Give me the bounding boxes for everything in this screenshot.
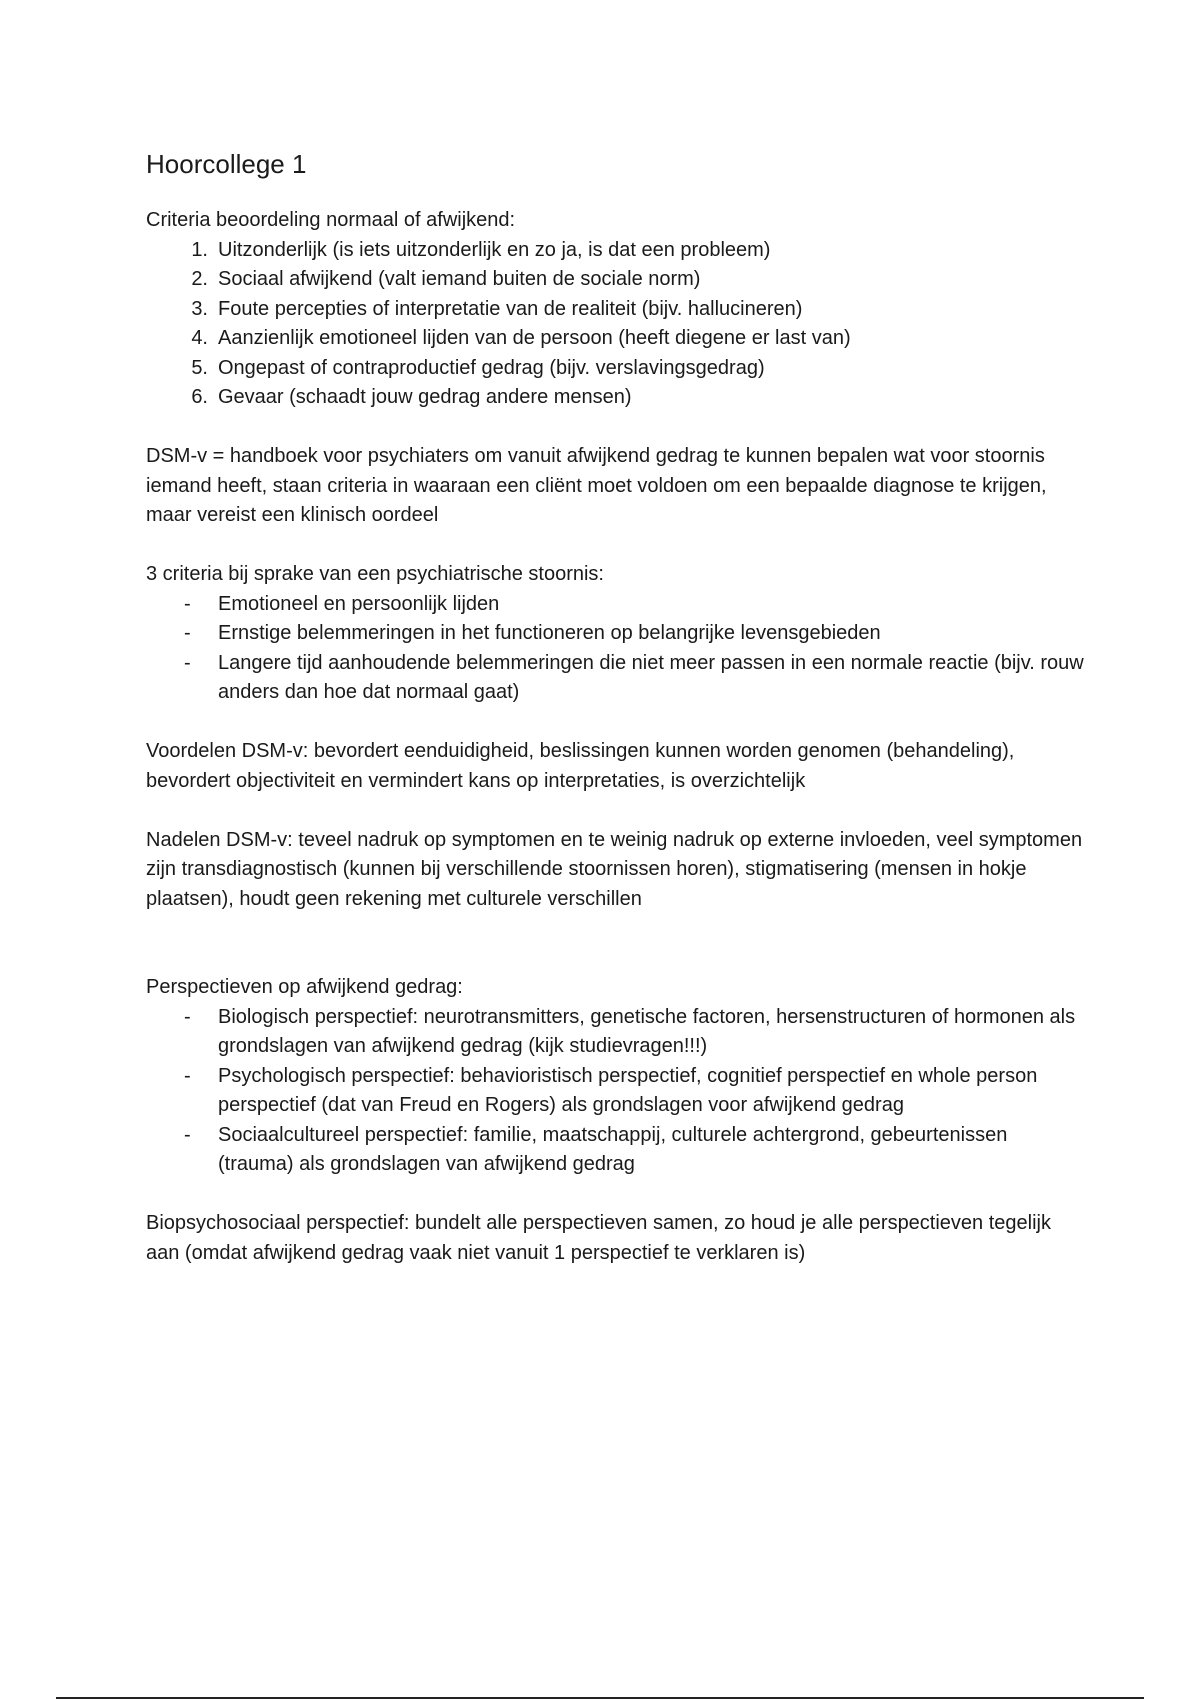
dsm-definition-section	[146, 442, 1086, 531]
list-number: 2.	[191, 268, 208, 290]
bullet-dash: -	[184, 592, 191, 615]
list-item	[146, 295, 1086, 325]
list-item-text: Psychologisch perspectief: behavioristisch perspectief, cognitief perspectief en whole person perspectief (dat van Freud en Rogers) als grondslagen voor afwijkend gedrag	[218, 1064, 1038, 1116]
criteria-section	[146, 206, 1086, 413]
three-criteria-heading: 3 criteria bij sprake van een psychiatrische stoornis:	[146, 563, 604, 585]
list-item-text: Uitzonderlijk (is iets uitzonderlijk en zo ja, is dat een probleem)	[218, 238, 771, 261]
perspectieven-heading: Perspectieven op afwijkend gedrag:	[146, 976, 463, 998]
list-number: 3.	[191, 297, 208, 320]
perspectieven-section	[146, 973, 1086, 1180]
document-page	[146, 148, 1086, 1298]
bullet-dash: -	[184, 1005, 191, 1028]
biopsychosociaal-paragraph: Biopsychosociaal perspectief: bundelt alle perspectieven samen, zo houd je alle perspectieven tegelijk aan (omdat afwijkend gedrag vaak niet vanuit 1 perspectief te verklaren is)	[146, 1212, 1051, 1264]
bullet-dash: -	[184, 651, 191, 674]
voordelen-section	[146, 737, 1086, 796]
list-item	[146, 1121, 1086, 1180]
list-item-text: Biologisch perspectief: neurotransmitters, genetische factoren, hersenstructuren of hormonen als grondslagen van afwijkend gedrag (kijk studievragen!!!)	[218, 1005, 1076, 1057]
list-item	[146, 354, 1086, 384]
criteria-list	[146, 236, 1086, 413]
list-item	[146, 265, 1086, 295]
list-item	[146, 619, 1086, 649]
bullet-dash: -	[184, 622, 191, 644]
list-item	[146, 590, 1086, 620]
dsm-definition-paragraph: DSM-v = handboek voor psychiaters om vanuit afwijkend gedrag te kunnen bepalen wat voor stoornis iemand heeft, staan criteria in waaraan een cliënt moet voldoen om een bepaalde diagnose te krijgen, maar vereist een klinisch oordeel	[146, 445, 1047, 526]
list-number: 1.	[191, 238, 208, 261]
nadelen-section	[146, 826, 1086, 915]
list-item	[146, 236, 1086, 266]
bullet-dash: -	[184, 1123, 191, 1146]
bullet-dash: -	[184, 1064, 191, 1087]
three-criteria-list	[146, 590, 1086, 708]
biopsychosociaal-section	[146, 1209, 1086, 1268]
three-criteria-section	[146, 560, 1086, 708]
list-number: 4.	[191, 327, 208, 349]
list-number: 5.	[191, 356, 208, 379]
perspectieven-list	[146, 1003, 1086, 1180]
list-item-text: Aanzienlijk emotioneel lijden van de persoon (heeft diegene er last van)	[218, 327, 851, 349]
list-item	[146, 383, 1086, 413]
list-item-text: Langere tijd aanhoudende belemmeringen die niet meer passen in een normale reactie (bijv. rouw anders dan hoe dat normaal gaat)	[218, 651, 1084, 703]
list-item-text: Sociaal afwijkend (valt iemand buiten de sociale norm)	[218, 268, 701, 290]
list-item-text: Sociaalcultureel perspectief: familie, maatschappij, culturele achtergrond, gebeurtenissen (trauma) als grondslagen van afwijkend gedrag	[218, 1123, 1008, 1175]
list-item-text: Ongepast of contraproductief gedrag (bijv. verslavingsgedrag)	[218, 356, 765, 379]
list-item-text: Ernstige belemmeringen in het functioneren op belangrijke levensgebieden	[218, 622, 881, 644]
voordelen-paragraph: Voordelen DSM-v: bevordert eenduidigheid, beslissingen kunnen worden genomen (behandeling), bevordert objectiviteit en vermindert kans op interpretaties, is overzichtelijk	[146, 740, 1015, 792]
list-item	[146, 649, 1086, 708]
list-item-text: Emotioneel en persoonlijk lijden	[218, 592, 500, 615]
list-item	[146, 1003, 1086, 1062]
list-item-text: Gevaar (schaadt jouw gedrag andere mensen)	[218, 386, 632, 408]
list-item	[146, 1062, 1086, 1121]
bottom-divider	[56, 1697, 1144, 1699]
criteria-heading: Criteria beoordeling normaal of afwijkend:	[146, 209, 516, 231]
list-item-text: Foute percepties of interpretatie van de realiteit (bijv. hallucineren)	[218, 297, 803, 320]
list-number: 6.	[191, 386, 208, 408]
page-title: Hoorcollege 1	[146, 149, 307, 179]
list-item	[146, 324, 1086, 354]
nadelen-paragraph: Nadelen DSM-v: teveel nadruk op symptomen en te weinig nadruk op externe invloeden, veel symptomen zijn transdiagnostisch (kunnen bij verschillende stoornissen horen), stigmatisering (mensen in hokje plaatsen), houdt geen rekening met culturele verschillen	[146, 828, 1083, 910]
